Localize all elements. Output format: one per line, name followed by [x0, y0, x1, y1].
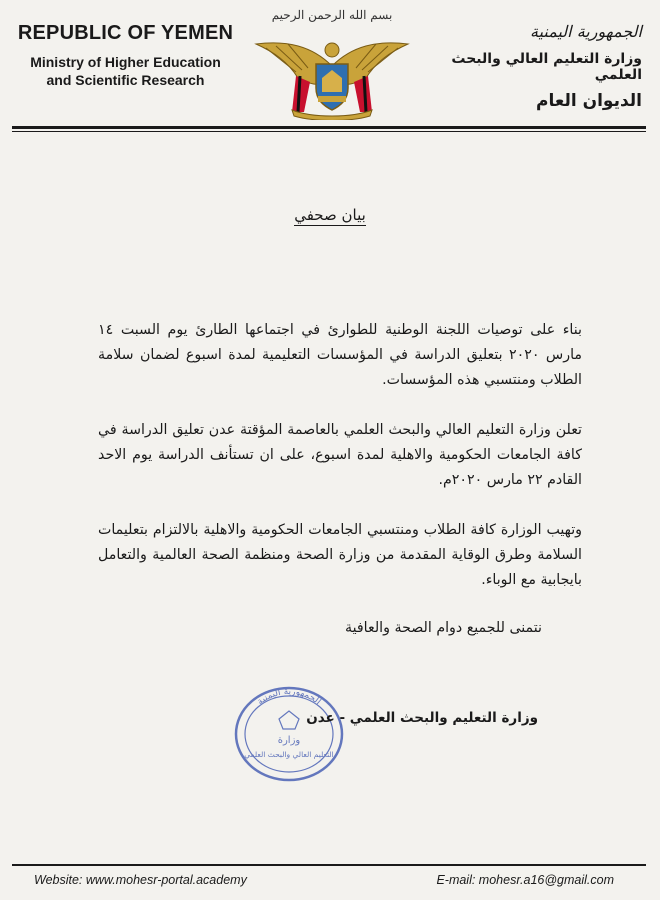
- ministry-name-en-line2: and Scientific Research: [46, 72, 205, 88]
- letterhead-english: [8, 22, 243, 89]
- document-title-text: بيان صحفي: [294, 206, 366, 224]
- ministry-name-en-line1: Ministry of Higher Education: [30, 54, 221, 70]
- basmala-calligraphy: بسم الله الرحمن الرحيم: [271, 8, 393, 22]
- stamp-inner-line2: التعليم العالي والبحث العلمي: [244, 750, 334, 759]
- stamp-seal-icon: [233, 685, 345, 783]
- paragraph-2: تعلن وزارة التعليم العالي والبحث العلمي بالعاصمة المؤقتة عدن تعليق الدراسة في كافة الجامعات الحكومية والاهلية لمدة اسبوع، على ان تستأنف الدراسة يوم الاحد القادم ٢٢ مارس ٢٠٢٠م.: [98, 422, 582, 488]
- footer-email: E-mail: mohesr.a16@gmail.com: [436, 873, 614, 887]
- stamp-outer-text: الجمهورية اليمنية: [255, 686, 323, 708]
- paragraph-1: بناء على توصيات اللجنة الوطنية للطوارئ في اجتماعها الطارئ يوم السبت ١٤ مارس ٢٠٢٠ بتعليق الدراسة في المؤسسات التعليمية لمدة اسبوع لضمان سلامة الطلاب ومنتسبي هذه المؤسسات.: [98, 322, 582, 388]
- header-divider: [12, 126, 646, 129]
- footer-divider: [12, 864, 646, 866]
- office-name-ar: الديوان العام: [536, 91, 642, 111]
- letterhead-arabic: [407, 22, 642, 111]
- country-name-en: REPUBLIC OF YEMEN: [17, 22, 234, 44]
- footer-website: Website: www.mohesr-portal.academy: [34, 873, 247, 887]
- header-divider-thin: [12, 131, 646, 132]
- stamp-emblem-icon: [279, 711, 299, 729]
- paragraph-3: وتهيب الوزارة كافة الطلاب ومنتسبي الجامعات الحكومية والاهلية بالالتزام بتعليمات السلامة وطرق الوقاية المقدمة من وزارة الصحة ومنظمة الصحة العالمية والتعامل بايجابية مع الوباء.: [98, 522, 582, 588]
- svg-text:الجمهورية اليمنية: [256, 687, 323, 707]
- national-emblem: [252, 8, 412, 120]
- ministry-name-ar: وزارة التعليم العالي والبحث العلمي: [451, 51, 642, 83]
- official-stamp: [233, 685, 345, 783]
- signature-line: وزارة التعليم والبحث العلمي - عدن: [306, 710, 538, 726]
- stamp-inner-line1: وزارة: [277, 735, 301, 746]
- ministry-name-en: [8, 53, 243, 89]
- document-title: [0, 206, 660, 224]
- eagle-emblem-icon: [252, 26, 412, 120]
- closing-line: نتمنى للجميع دوام الصحة والعافية: [345, 620, 542, 636]
- country-name-ar: الجمهورية اليمنية: [529, 22, 642, 41]
